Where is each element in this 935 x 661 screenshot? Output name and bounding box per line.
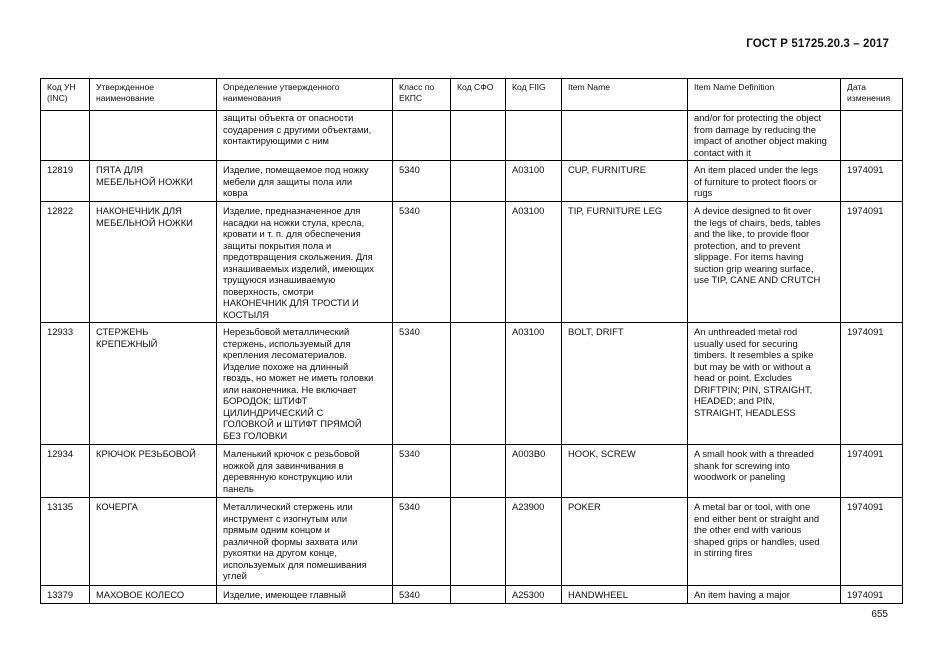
cell-name-ru: КОЧЕРГА bbox=[90, 498, 217, 586]
column-header-fiig: Код FIIG bbox=[506, 79, 562, 111]
cell-fiig bbox=[506, 111, 562, 161]
cell-date: 1974091 bbox=[841, 323, 903, 445]
column-header-sfo: Код СФО bbox=[451, 79, 506, 111]
cell-date: 1974091 bbox=[841, 161, 903, 202]
cell-date: 1974091 bbox=[841, 498, 903, 586]
cell-fiig: A23900 bbox=[506, 498, 562, 586]
cell-date: 1974091 bbox=[841, 586, 903, 604]
column-header-definition-ru: Определение утвержденного наименования bbox=[217, 79, 393, 111]
cell-definition-en: and/or for protecting the object from damage by reducing the impact of another object making contact with it bbox=[688, 111, 841, 161]
cell-sfo bbox=[451, 111, 506, 161]
cell-inc bbox=[41, 111, 90, 161]
table-row bbox=[41, 202, 903, 323]
cell-inc: 12822 bbox=[41, 202, 90, 323]
cell-class: 5340 bbox=[393, 498, 451, 586]
cell-item-name: POKER bbox=[562, 498, 688, 586]
cell-definition-en: An unthreaded metal rod usually used for securing timbers. It resembles a spike but may be with or without a head or point. Excludes DRIFTPIN; PIN, STRAIGHT, HEADED; and PIN, STRAIGHT, HEADLESS bbox=[688, 323, 841, 445]
cell-fiig: A03100 bbox=[506, 161, 562, 202]
cell-name-ru: СТЕРЖЕНЬ КРЕПЕЖНЫЙ bbox=[90, 323, 217, 445]
standard-title: ГОСТ Р 51725.20.3 – 2017 bbox=[746, 38, 889, 50]
cell-class: 5340 bbox=[393, 161, 451, 202]
cell-sfo bbox=[451, 323, 506, 445]
cell-definition-en: A small hook with a threaded shank for screwing into woodwork or paneling bbox=[688, 445, 841, 498]
cell-name-ru bbox=[90, 111, 217, 161]
cell-sfo bbox=[451, 586, 506, 604]
cell-inc: 12934 bbox=[41, 445, 90, 498]
cell-class: 5340 bbox=[393, 445, 451, 498]
cell-definition-ru: защиты объекта от опасности соударения с другими объектами, контактирующими с ним bbox=[217, 111, 393, 161]
cell-definition-en: An item placed under the legs of furniture to protect floors or rugs bbox=[688, 161, 841, 202]
cell-item-name: HANDWHEEL bbox=[562, 586, 688, 604]
column-header-inc: Код УН (INC) bbox=[41, 79, 90, 111]
table-row bbox=[41, 586, 903, 604]
column-header-item-name: Item Name bbox=[562, 79, 688, 111]
cell-sfo bbox=[451, 202, 506, 323]
cell-definition-en: A metal bar or tool, with one end either bent or straight and the other end with various shaped grips or handles, used in stirring fires bbox=[688, 498, 841, 586]
cell-inc: 13135 bbox=[41, 498, 90, 586]
cell-fiig: A003B0 bbox=[506, 445, 562, 498]
table-row bbox=[41, 445, 903, 498]
cell-name-ru: МАХОВОЕ КОЛЕСО bbox=[90, 586, 217, 604]
cell-item-name: HOOK, SCREW bbox=[562, 445, 688, 498]
cell-sfo bbox=[451, 161, 506, 202]
cell-definition-ru: Изделие, помещаемое под ножку мебели для защиты пола или ковра bbox=[217, 161, 393, 202]
cell-sfo bbox=[451, 445, 506, 498]
cell-inc: 12819 bbox=[41, 161, 90, 202]
cell-name-ru: КРЮЧОК РЕЗЬБОВОЙ bbox=[90, 445, 217, 498]
cell-sfo bbox=[451, 498, 506, 586]
table-row bbox=[41, 498, 903, 586]
cell-item-name: CUP, FURNITURE bbox=[562, 161, 688, 202]
cell-item-name: TIP, FURNITURE LEG bbox=[562, 202, 688, 323]
item-name-table bbox=[40, 78, 903, 604]
cell-fiig: A25300 bbox=[506, 586, 562, 604]
cell-fiig: A03100 bbox=[506, 202, 562, 323]
cell-definition-en: A device designed to fit over the legs of chairs, beds, tables and the like, to provide floor protection, and to prevent slippage. For items having suction grip wearing surface, use TIP, CANE AND CRUTCH bbox=[688, 202, 841, 323]
cell-definition-ru: Маленький крючок с резьбовой ножкой для завинчивания в деревянную конструкцию или панель bbox=[217, 445, 393, 498]
column-header-item-name-definition: Item Name Definition bbox=[688, 79, 841, 111]
cell-definition-ru: Металлический стержень или инструмент с изогнутым или прямым одним концом и различной формы захвата или рукоятки на другом конце, используемых для помешивания углей bbox=[217, 498, 393, 586]
cell-name-ru: НАКОНЕЧНИК ДЛЯ МЕБЕЛЬНОЙ НОЖКИ bbox=[90, 202, 217, 323]
cell-fiig: A03100 bbox=[506, 323, 562, 445]
cell-class: 5340 bbox=[393, 323, 451, 445]
cell-name-ru: ПЯТА ДЛЯ МЕБЕЛЬНОЙ НОЖКИ bbox=[90, 161, 217, 202]
cell-definition-ru: Изделие, предназначенное для насадки на ножки стула, кресла, кровати и т. п. для обеспечения защиты покрытия пола и предотвращения скольжения. Для изнашиваемых изделий, имеющих трущуюся изнашиваемую поверхность, смотри НАКОНЕЧНИК ДЛЯ ТРОСТИ И КОСТЫЛЯ bbox=[217, 202, 393, 323]
cell-class: 5340 bbox=[393, 586, 451, 604]
column-header-class: Класс по ЕКПС bbox=[393, 79, 451, 111]
cell-item-name bbox=[562, 111, 688, 161]
page-number: 655 bbox=[871, 609, 888, 620]
column-header-date: Дата изменения bbox=[841, 79, 903, 111]
cell-definition-ru: Изделие, имеющее главный bbox=[217, 586, 393, 604]
table-row bbox=[41, 161, 903, 202]
cell-definition-en: An item having a major bbox=[688, 586, 841, 604]
cell-class: 5340 bbox=[393, 202, 451, 323]
cell-definition-ru: Нерезьбовой металлический стержень, используемый для крепления лесоматериалов. Изделие похоже на длинный гвоздь, но может не иметь головки или наконечника. Не включает БОРОДОК; ШТИФТ ЦИЛИНДРИЧЕСКИЙ С ГОЛОВКОЙ и ШТИФТ ПРЯМОЙ БЕЗ ГОЛОВКИ bbox=[217, 323, 393, 445]
cell-item-name: BOLT, DRIFT bbox=[562, 323, 688, 445]
cell-date bbox=[841, 111, 903, 161]
column-header-name-ru: Утвержденное наименование bbox=[90, 79, 217, 111]
cell-inc: 12933 bbox=[41, 323, 90, 445]
cell-inc: 13379 bbox=[41, 586, 90, 604]
table-row bbox=[41, 111, 903, 161]
table-header-row bbox=[41, 79, 903, 111]
table-row bbox=[41, 323, 903, 445]
cell-date: 1974091 bbox=[841, 202, 903, 323]
cell-date: 1974091 bbox=[841, 445, 903, 498]
cell-class bbox=[393, 111, 451, 161]
